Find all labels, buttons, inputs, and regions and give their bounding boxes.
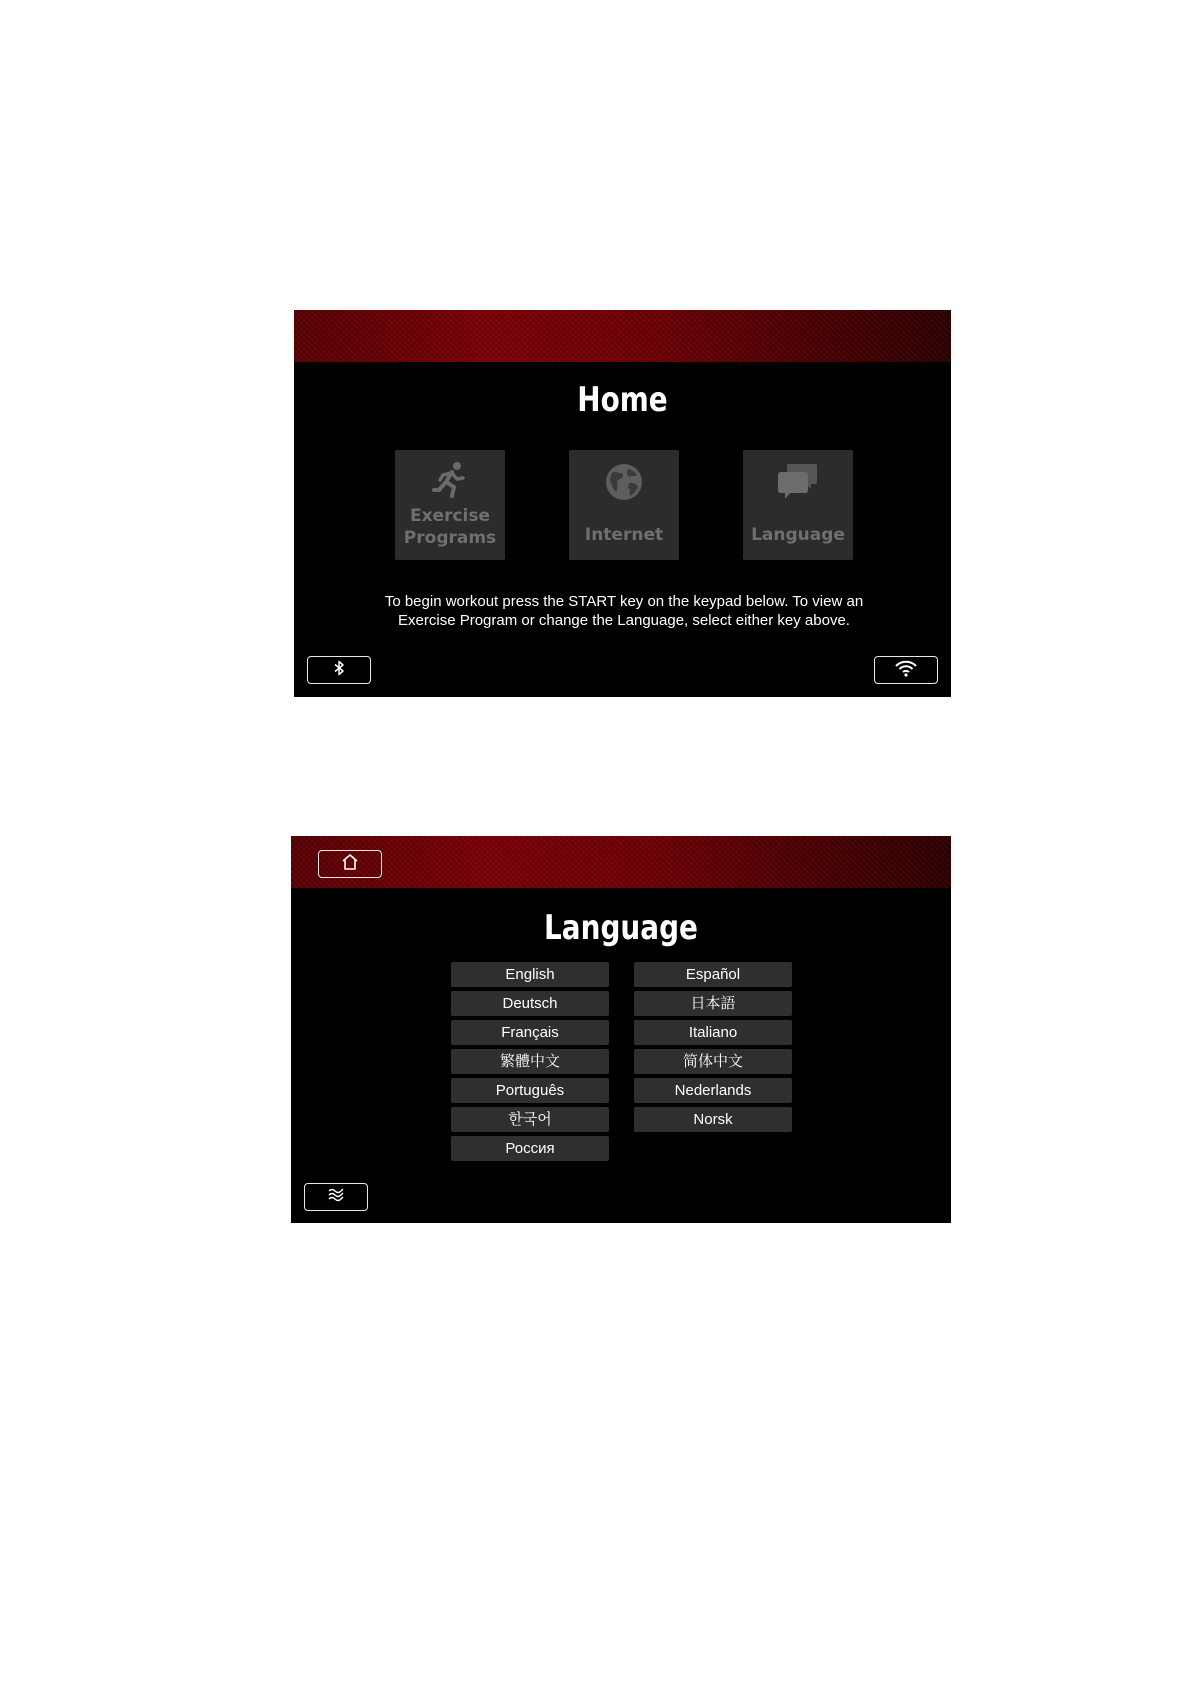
page-title: Home [577,380,668,420]
language-option-norsk[interactable]: Norsk [634,1107,792,1132]
tile-label: Exercise Programs [403,506,497,548]
exercise-programs-button[interactable] [395,450,505,560]
language-option-japanese[interactable]: 日本語 [634,991,792,1016]
language-option-deutsch[interactable]: Deutsch [451,991,609,1016]
chat-bubbles-icon [743,462,853,509]
home-screen [294,310,951,697]
language-option-english[interactable]: English [451,962,609,987]
page-title: Language [544,908,698,948]
internet-button[interactable] [569,450,679,560]
header-banner [291,836,951,888]
language-option-simplified-chinese[interactable]: 简体中文 [634,1049,792,1074]
language-option-nederlands[interactable]: Nederlands [634,1078,792,1103]
language-option-portugues[interactable]: Português [451,1078,609,1103]
language-option-francais[interactable]: Français [451,1020,609,1045]
tile-label: Language [751,525,845,545]
wifi-button[interactable] [874,656,938,684]
home-button[interactable] [318,850,382,878]
language-option-traditional-chinese[interactable]: 繁體中文 [451,1049,609,1074]
instructions-text: To begin workout press the START key on the keypad below. To view an Exercise Program or change the Language, select either key above. [384,593,864,629]
header-banner [294,310,951,362]
language-option-korean[interactable]: 한국어 [451,1107,609,1132]
language-button[interactable] [743,450,853,560]
running-person-icon [395,460,505,505]
tile-label: Internet [584,525,664,545]
wifi-icon [895,659,917,682]
language-option-espanol[interactable]: Español [634,962,792,987]
fan-icon [327,1187,345,1208]
bluetooth-button[interactable] [307,656,371,684]
fan-button[interactable] [304,1183,368,1211]
bluetooth-icon [333,660,345,681]
globe-icon [569,462,679,507]
language-option-russian[interactable]: Россия [451,1136,609,1161]
home-icon [340,853,360,876]
language-screen [291,836,951,1223]
language-option-italiano[interactable]: Italiano [634,1020,792,1045]
